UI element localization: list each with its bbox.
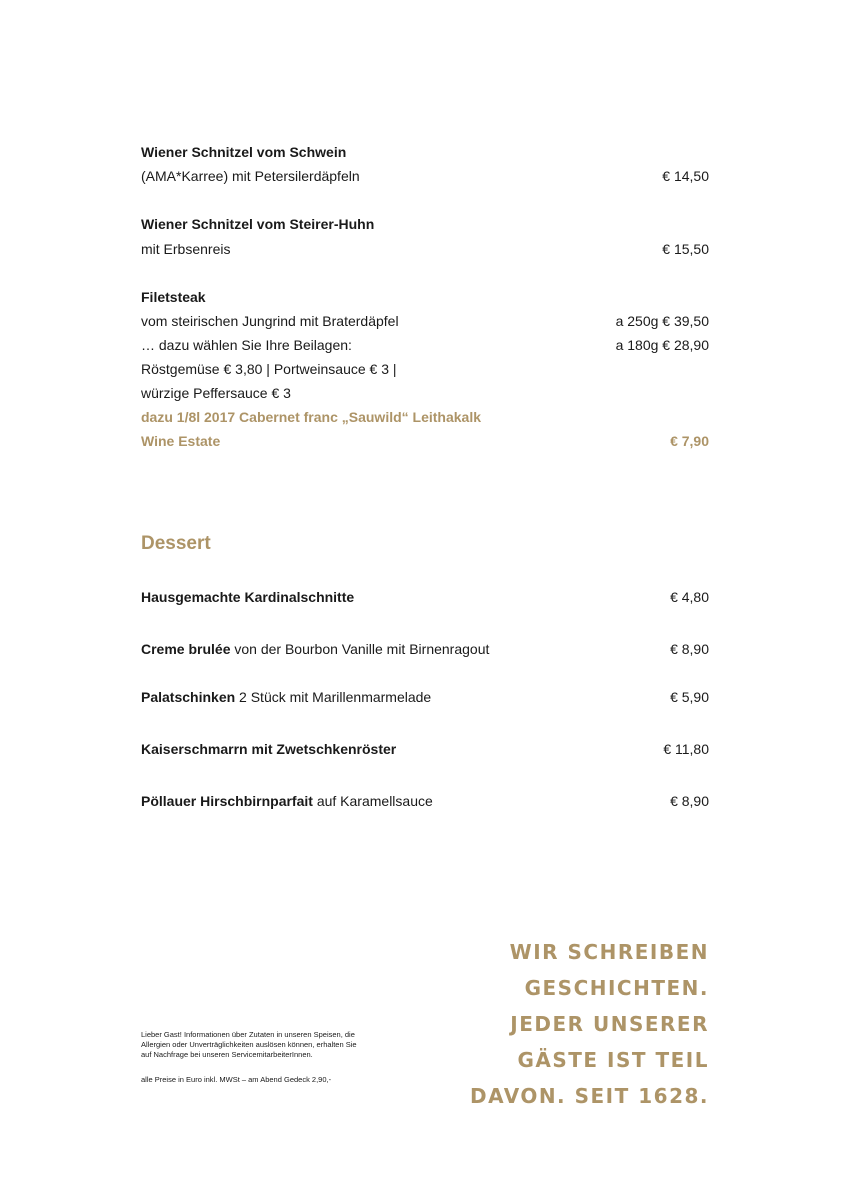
dish-title: Wiener Schnitzel vom Schwein: [141, 144, 347, 160]
dish-title: Filetsteak: [141, 289, 206, 305]
dish-description: … dazu wählen Sie Ihre Beilagen:: [141, 337, 352, 353]
wine-price: € 7,90: [670, 433, 709, 449]
allergen-note-line: Allergien oder Unverträglichkeiten auslösen können, erhalten Sie: [141, 1040, 357, 1049]
dessert-price: € 11,80: [663, 741, 709, 757]
dessert-price: € 8,90: [670, 793, 709, 809]
dish-price: a 180g € 28,90: [615, 337, 709, 353]
wine-pairing: Wine Estate: [141, 433, 221, 449]
dessert-item-name: Kaiserschmarrn mit Zwetschkenröster: [141, 741, 397, 757]
section-title-dessert: Dessert: [141, 533, 211, 554]
dish-price: € 15,50: [662, 241, 709, 257]
allergen-note: [141, 1030, 401, 1060]
slogan-line: WIR SCHREIBEN: [509, 940, 709, 964]
slogan-line: GESCHICHTEN.: [524, 976, 709, 1000]
slogan-line: DAVON. SEIT 1628.: [469, 1084, 709, 1108]
dessert-item: [141, 588, 354, 606]
dish-description: vom steirischen Jungrind mit Braterdäpfel: [141, 313, 399, 329]
dish-title: Wiener Schnitzel vom Steirer-Huhn: [141, 216, 375, 232]
prices-note: alle Preise in Euro inkl. MWSt – am Abend Gedeck 2,90,-: [141, 1075, 332, 1084]
dessert-item: [141, 640, 489, 658]
dessert-price: € 4,80: [670, 589, 709, 605]
dessert-item-name: Palatschinken: [141, 689, 236, 705]
dessert-item: [141, 740, 396, 758]
wine-pairing: dazu 1/8l 2017 Cabernet franc „Sauwild“ Leithakalk: [141, 409, 482, 425]
dessert-price: € 5,90: [670, 689, 709, 705]
dessert-item: [141, 688, 431, 706]
dish-description: (AMA*Karree) mit Petersilerdäpfeln: [141, 168, 360, 184]
allergen-note-line: auf Nachfrage bei unseren ServicemitarbeiterInnen.: [141, 1050, 313, 1059]
slogan-line: GÄSTE IST TEIL: [517, 1048, 709, 1072]
dessert-item-desc: auf Karamellsauce: [312, 793, 433, 809]
dish-price: a 250g € 39,50: [615, 313, 709, 329]
dish-sides: würzige Peffersauce € 3: [141, 385, 291, 401]
dessert-item-name: Hausgemachte Kardinalschnitte: [141, 589, 355, 605]
dish-sides: Röstgemüse € 3,80 | Portweinsauce € 3 |: [141, 361, 397, 377]
dessert-item-name: Creme brulée: [141, 641, 231, 657]
dish-description: mit Erbsenreis: [141, 241, 231, 257]
dessert-item-desc: 2 Stück mit Marillenmarmelade: [235, 689, 432, 705]
dessert-price: € 8,90: [670, 641, 709, 657]
dessert-item-name: Pöllauer Hirschbirnparfait: [141, 793, 313, 809]
slogan-line: JEDER UNSERER: [510, 1012, 709, 1036]
dessert-item: [141, 792, 433, 810]
allergen-note-line: Lieber Gast! Informationen über Zutaten in unseren Speisen, die: [141, 1030, 355, 1039]
dessert-item-desc: von der Bourbon Vanille mit Birnenragout: [230, 641, 490, 657]
dish-price: € 14,50: [662, 168, 709, 184]
slogan: [470, 934, 709, 1114]
